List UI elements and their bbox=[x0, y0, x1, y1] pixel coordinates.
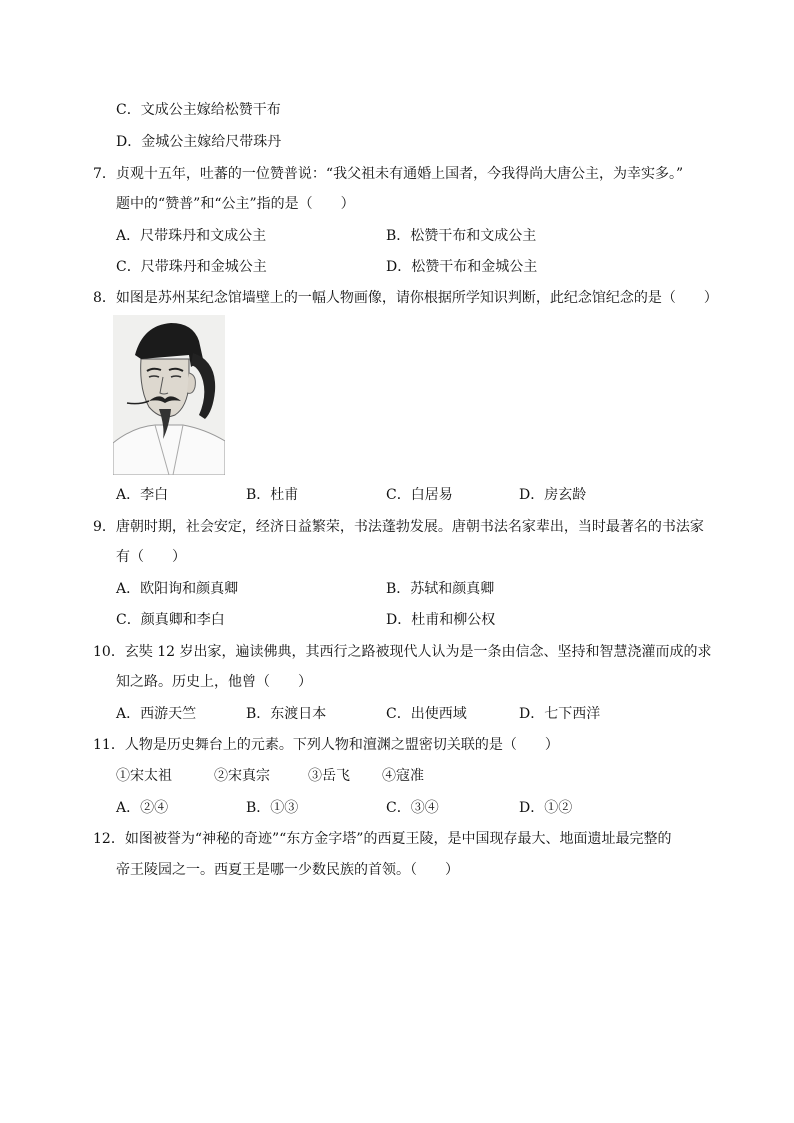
q11-item-3: ③岳飞 bbox=[308, 768, 350, 784]
q11-option-d[interactable]: D．①② bbox=[519, 800, 573, 816]
q9-stem-line2: 有（ ） bbox=[116, 549, 186, 565]
q6-option-c[interactable]: C．文成公主嫁给松赞干布 bbox=[116, 102, 281, 118]
portrait-figure-icon bbox=[113, 315, 225, 475]
q7-stem-line2: 题中的“赞普”和“公主”指的是（ ） bbox=[116, 196, 355, 212]
q10-option-b[interactable]: B．东渡日本 bbox=[246, 706, 327, 722]
q11-option-c[interactable]: C．③④ bbox=[386, 800, 439, 816]
q8-option-b[interactable]: B．杜甫 bbox=[246, 487, 299, 503]
q11-item-1: ①宋太祖 bbox=[116, 768, 172, 784]
q7-option-b[interactable]: B．松赞干布和文成公主 bbox=[386, 228, 537, 244]
q6-option-d[interactable]: D．金城公主嫁给尺带珠丹 bbox=[116, 134, 282, 150]
q8-stem-line1: 8．如图是苏州某纪念馆墙壁上的一幅人物画像，请你根据所学知识判断，此纪念馆纪念的是（ ） bbox=[93, 290, 718, 306]
q7-option-d[interactable]: D．松赞干布和金城公主 bbox=[386, 259, 538, 275]
q10-option-c[interactable]: C．出使西域 bbox=[386, 706, 467, 722]
q10-option-a[interactable]: A．西游天竺 bbox=[116, 706, 197, 722]
q9-option-a[interactable]: A．欧阳询和颜真卿 bbox=[116, 581, 239, 597]
q10-option-d[interactable]: D．七下西洋 bbox=[519, 706, 601, 722]
q7-option-a[interactable]: A．尺带珠丹和文成公主 bbox=[116, 228, 267, 244]
q11-option-a[interactable]: A．②④ bbox=[116, 800, 169, 816]
q9-option-d[interactable]: D．杜甫和柳公权 bbox=[386, 612, 496, 628]
q9-stem-line1: 9．唐朝时期，社会安定，经济日益繁荣，书法蓬勃发展。唐朝书法名家辈出，当时最著名的书法家 bbox=[93, 519, 704, 535]
q12-stem-line2: 帝王陵园之一。西夏王是哪一少数民族的首领。（ ） bbox=[116, 862, 459, 878]
q8-option-c[interactable]: C．白居易 bbox=[386, 487, 453, 503]
q9-option-b[interactable]: B．苏轼和颜真卿 bbox=[386, 581, 495, 597]
q7-option-c[interactable]: C．尺带珠丹和金城公主 bbox=[116, 259, 267, 275]
q11-item-4: ④寇准 bbox=[382, 768, 424, 784]
q11-stem-line1: 11．人物是历史舞台上的元素。下列人物和澶渊之盟密切关联的是（ ） bbox=[93, 737, 559, 753]
q12-stem-line1: 12．如图被誉为“神秘的奇迹”“东方金字塔”的西夏王陵，是中国现存最大、地面遗址最完整的 bbox=[93, 831, 672, 847]
q8-option-d[interactable]: D．房玄龄 bbox=[519, 487, 587, 503]
q8-option-a[interactable]: A．李白 bbox=[116, 487, 169, 503]
q10-stem-line2: 知之路。历史上，他曾（ ） bbox=[116, 674, 312, 690]
q7-stem-line1: 7．贞观十五年，吐蕃的一位赞普说：“我父祖未有通婚上国者，今我得尚大唐公主，为幸实多。” bbox=[93, 166, 684, 182]
q9-option-c[interactable]: C．颜真卿和李白 bbox=[116, 612, 225, 628]
q11-item-2: ②宋真宗 bbox=[214, 768, 270, 784]
q10-stem-line1: 10．玄奘 12 岁出家，遍读佛典，其西行之路被现代人认为是一条由信念、坚持和智慧浇灌而成的求 bbox=[93, 644, 712, 660]
q11-option-b[interactable]: B．①③ bbox=[246, 800, 299, 816]
